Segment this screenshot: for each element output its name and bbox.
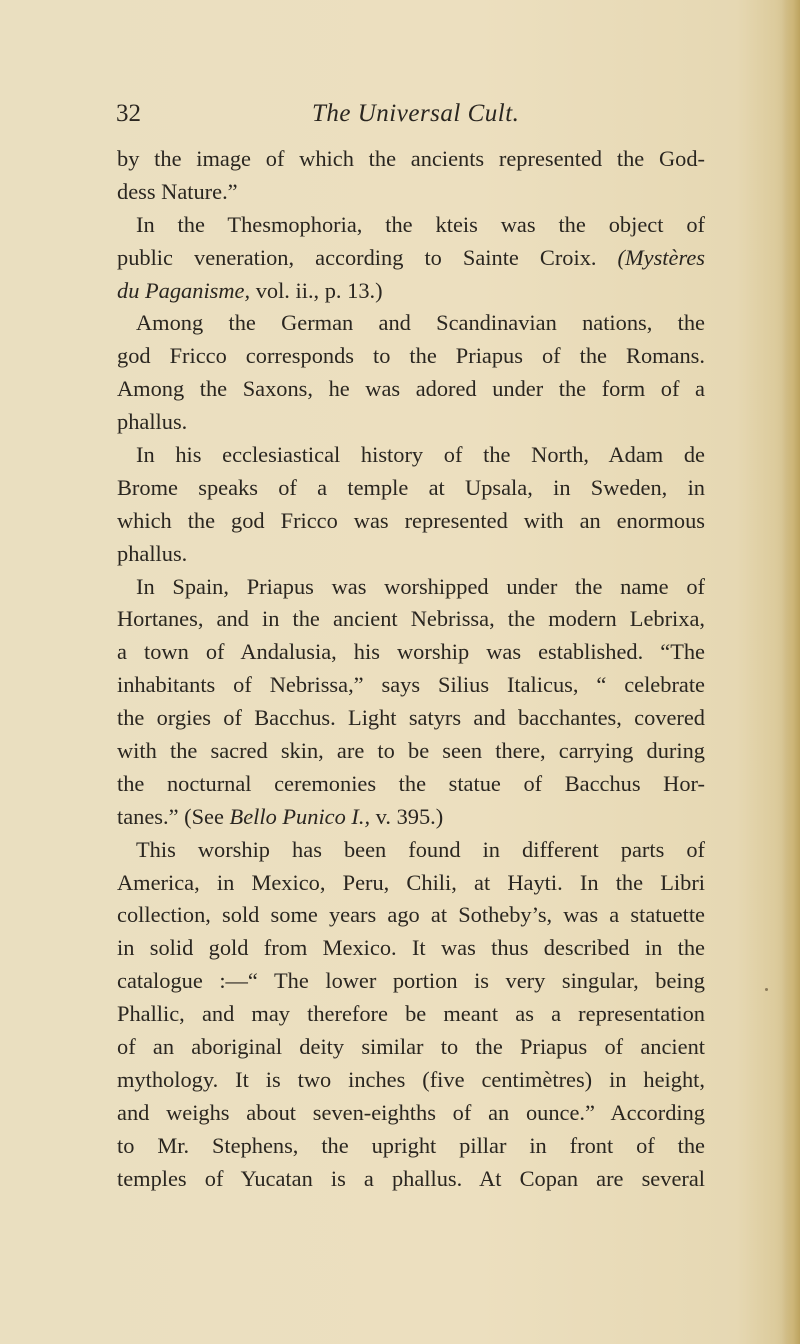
text-line: god Fricco corresponds to the Priapus of the Romans. [117, 343, 705, 369]
text-line: temples of Yucatan is a phallus. At Copan are several [117, 1165, 705, 1191]
text-line: phallus. [117, 409, 188, 435]
text-line: which the god Fricco was represented with an enormous [117, 507, 705, 533]
text-line: catalogue :—“ The lower portion is very singular, being [117, 968, 705, 994]
text-line: with the sacred skin, are to be seen there, carrying during [117, 738, 705, 764]
text-line: the orgies of Bacchus. Light satyrs and bacchantes, covered [117, 705, 705, 731]
text-line: In his ecclesiastical history of the North, Adam de [136, 442, 705, 468]
text-line: du Paganisme, vol. ii., p. 13.) [117, 277, 383, 303]
page-header [116, 100, 716, 140]
text-line: Among the German and Scandinavian nations, the [136, 310, 705, 336]
text-line: to Mr. Stephens, the upright pillar in front of the [117, 1132, 705, 1158]
text-line: dess Nature.” [117, 178, 238, 204]
text-line: public veneration, according to Sainte Croix. (Mystères [117, 244, 705, 270]
text-line: in solid gold from Mexico. It was thus described in the [117, 935, 705, 961]
text-line: Among the Saxons, he was adored under the form of a [117, 376, 705, 402]
text-line: mythology. It is two inches (five centimètres) in height, [117, 1066, 705, 1092]
text-line: Brome speaks of a temple at Upsala, in Sweden, in [117, 474, 705, 500]
text-line: America, in Mexico, Peru, Chili, at Hayti. In the Libri [117, 869, 705, 895]
text-line: phallus. [117, 540, 188, 566]
text-line: tanes.” (See Bello Punico I., v. 395.) [117, 803, 444, 829]
body-text [117, 143, 705, 1196]
text-line: of an aboriginal deity similar to the Priapus of ancient [117, 1034, 705, 1060]
italic-title: Bello Punico I., [229, 803, 371, 829]
text-line: Hortanes, and in the ancient Nebrissa, the modern Lebrixa, [117, 606, 705, 632]
text-line: Phallic, and may therefore be meant as a representation [117, 1001, 705, 1027]
text-line: inhabitants of Nebrissa,” says Silius Italicus, “ celebrate [117, 672, 705, 698]
running-title: The Universal Cult. [312, 100, 520, 127]
text-line: a town of Andalusia, his worship was established. “The [117, 639, 705, 665]
text-line: and weighs about seven-eighths of an ounce.” According [117, 1099, 705, 1125]
text-line: In the Thesmophoria, the kteis was the object of [136, 211, 705, 237]
italic-title: du Paganisme, [117, 277, 251, 303]
page-number: 32 [116, 100, 141, 127]
text-line: by the image of which the ancients represented the God- [117, 146, 705, 171]
text-line: In Spain, Priapus was worshipped under the name of [136, 573, 705, 599]
paper-speck [765, 988, 768, 991]
text-line: the nocturnal ceremonies the statue of Bacchus Hor- [117, 770, 705, 796]
page-edge-shadow [782, 0, 800, 1344]
italic-title: (Mystères [617, 244, 705, 270]
text-line: collection, sold some years ago at Sotheby’s, was a statuette [117, 902, 705, 928]
text-line: This worship has been found in different parts of [136, 836, 705, 862]
